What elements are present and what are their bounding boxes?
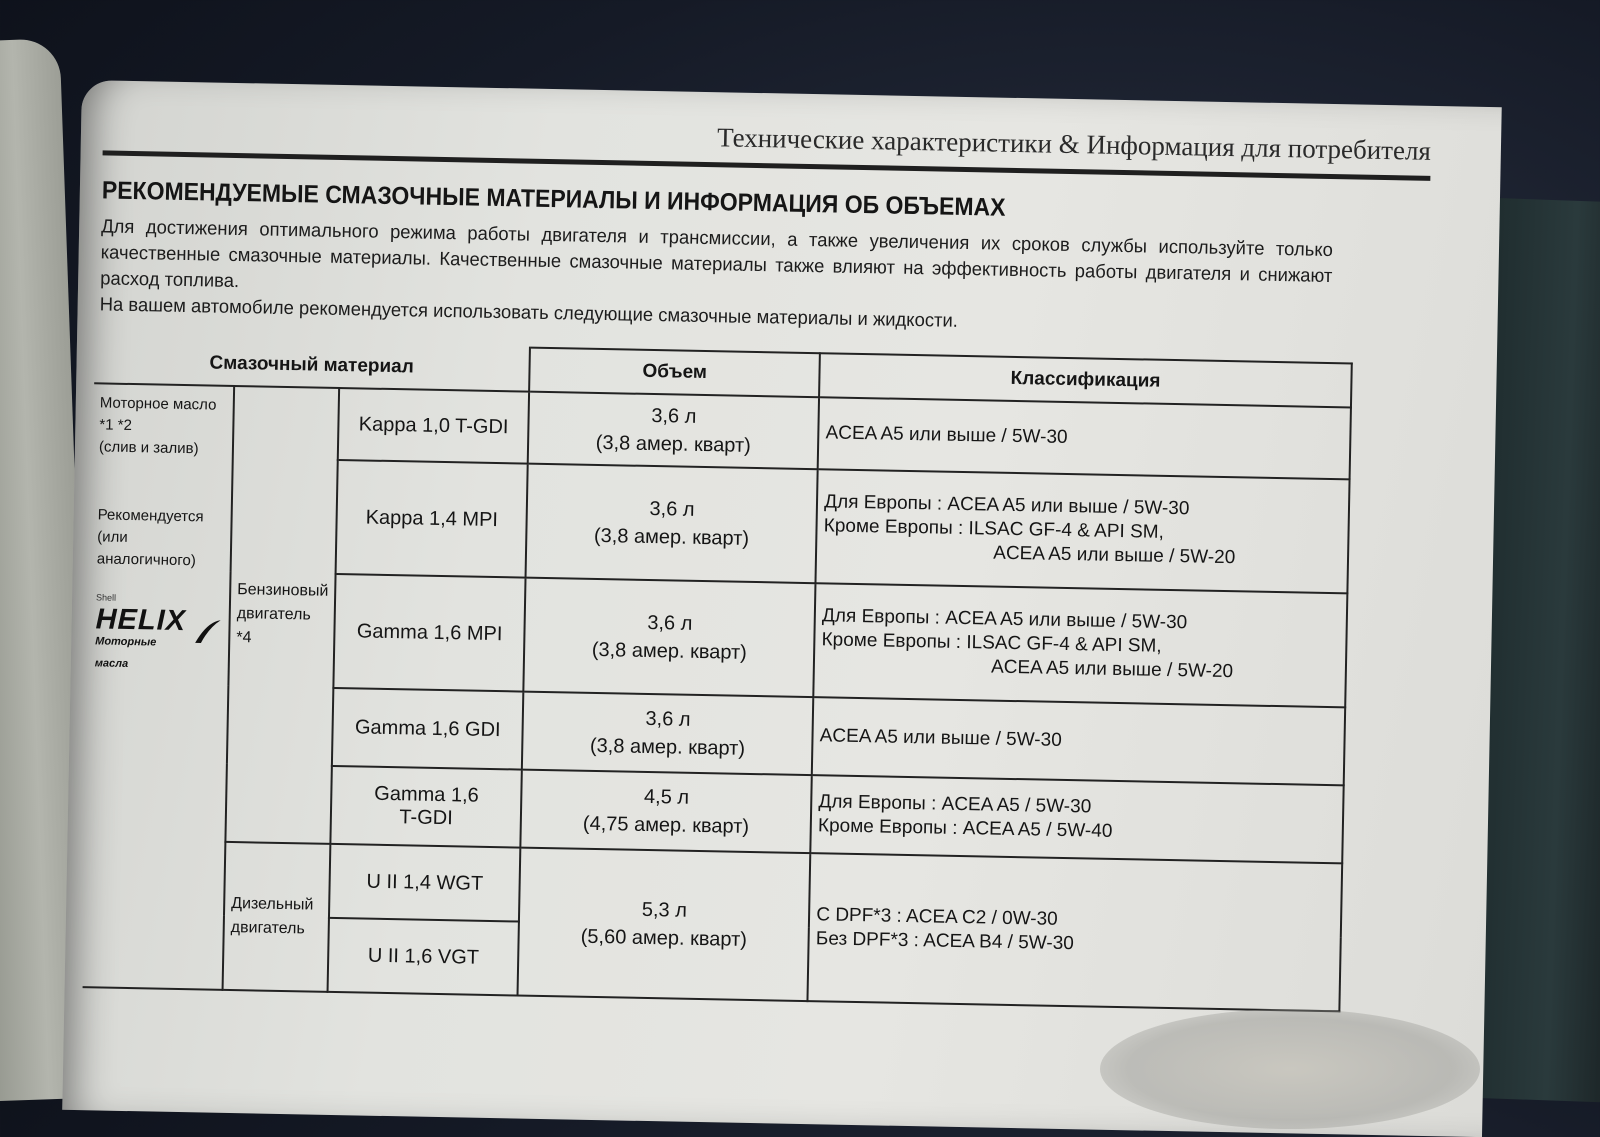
intro-line2: На вашем автомобиле рекомендуется использовать следующие смазочные материалы и жидкости. bbox=[99, 294, 959, 332]
intro-paragraph: Для достижения оптимального режима работы двигателя и трансмиссии, а также увеличения их сроков службы используйте только качественные смазочные материалы. Качественные смазочные материалы также влияют на эффективность работы двигателя и снижают расход топлива. bbox=[99, 216, 1334, 293]
classification-line: ACEA A5 или выше / 5W-20 bbox=[993, 542, 1236, 569]
classification-line: Кроме Европы : ACEA A5 / 5W-40 bbox=[817, 815, 1113, 842]
volume-l: 5,3 л bbox=[641, 898, 688, 922]
classification-line: ACEA A5 или выше / 5W-20 bbox=[990, 656, 1234, 683]
logo-word: HELIX bbox=[95, 603, 187, 638]
classification-cell bbox=[818, 397, 1351, 479]
diesel-engine-cell bbox=[223, 842, 331, 992]
engine-cell bbox=[331, 766, 522, 848]
shell-helix-logo bbox=[95, 586, 224, 676]
petrol-engine-cell bbox=[225, 386, 339, 844]
classification-line: Кроме Европы : ILSAC GF-4 & API SM, bbox=[823, 515, 1165, 543]
classification-line: Для Европы : ACEA A5 / 5W-30 bbox=[818, 791, 1092, 818]
classification-cell bbox=[812, 697, 1345, 785]
analog-label: (или аналогичного) bbox=[96, 528, 196, 570]
classification-line: С DPF*3 : ACEA C2 / 0W-30 bbox=[816, 904, 1058, 930]
classification-line: Для Европы : ACEA A5 или выше / 5W-30 bbox=[821, 605, 1188, 634]
classification-line: ACEA A5 или выше / 5W-30 bbox=[825, 422, 1068, 448]
volume-l: 4,5 л bbox=[643, 785, 690, 809]
classification-line: Кроме Европы : ILSAC GF-4 & API SM, bbox=[821, 629, 1162, 657]
volume-us: (3,8 амер. кварт) bbox=[595, 431, 752, 457]
petrol-line2: двигатель *4 bbox=[236, 605, 311, 647]
header-volume: Объем bbox=[529, 348, 820, 398]
volume-us: (4,75 амер. кварт) bbox=[582, 812, 750, 838]
page-header-title: Технические характеристики & Информация для потребителя bbox=[716, 122, 1432, 166]
recommended-label: Рекомендуется bbox=[97, 506, 204, 526]
volume-us: (5,60 амер. кварт) bbox=[580, 925, 748, 951]
engine-cell: Kappa 1,0 T-GDI bbox=[338, 388, 529, 464]
engine-line1: Gamma 1,6 bbox=[374, 782, 479, 807]
diesel-line1: Дизельный bbox=[231, 895, 314, 914]
engine-line2: T-GDI bbox=[399, 806, 453, 830]
classification-cell bbox=[816, 469, 1350, 593]
engine-cell: U II 1,4 WGT bbox=[329, 844, 520, 922]
logo-sub: Моторные масла bbox=[94, 635, 157, 670]
engine-cell: Gamma 1,6 GDI bbox=[332, 688, 523, 770]
volume-us: (3,8 амер. кварт) bbox=[591, 638, 748, 664]
manual-page bbox=[62, 80, 1502, 1137]
classification-line: Без DPF*3 : ACEA B4 / 5W-30 bbox=[815, 928, 1075, 955]
classification-line: ACEA A5 или выше / 5W-30 bbox=[819, 725, 1062, 751]
classification-cell bbox=[813, 583, 1347, 707]
petrol-line1: Бензиновый bbox=[237, 581, 329, 600]
volume-us: (3,8 амер. кварт) bbox=[593, 524, 750, 550]
volume-cell bbox=[522, 692, 813, 776]
volume-cell bbox=[521, 770, 812, 854]
classification-cell bbox=[810, 775, 1343, 863]
intro-text bbox=[99, 214, 1333, 342]
section-title: РЕКОМЕНДУЕМЫЕ СМАЗОЧНЫЕ МАТЕРИАЛЫ И ИНФОРМАЦИЯ ОБ ОБЪЕМАХ bbox=[101, 176, 1006, 222]
logo-brand: Shell bbox=[95, 592, 117, 603]
lubricants-table bbox=[83, 338, 1353, 1012]
volume-us: (3,8 амер. кварт) bbox=[589, 734, 746, 760]
volume-l: 3,6 л bbox=[645, 707, 691, 731]
header-material: Смазочный материал bbox=[94, 339, 530, 391]
swoosh-icon bbox=[193, 617, 223, 648]
light-glare bbox=[1100, 1009, 1480, 1129]
volume-cell bbox=[526, 464, 818, 584]
diesel-line2: двигатель bbox=[230, 919, 305, 938]
engine-cell: Kappa 1,4 MPI bbox=[336, 460, 528, 578]
engine-cell: U II 1,6 VGT bbox=[328, 918, 519, 996]
oil-label: Моторное масло *1 *2 bbox=[99, 394, 217, 435]
header-classification: Классификация bbox=[819, 353, 1352, 407]
oil-info-cell bbox=[83, 383, 235, 990]
oil-sub-label: (слив и залив) bbox=[98, 438, 199, 458]
engine-cell: Gamma 1,6 MPI bbox=[334, 574, 526, 692]
classification-cell bbox=[808, 853, 1343, 1011]
volume-l: 3,6 л bbox=[647, 611, 693, 635]
volume-l: 3,6 л bbox=[651, 404, 697, 428]
volume-cell bbox=[528, 392, 819, 470]
volume-cell bbox=[518, 848, 811, 1002]
volume-cell bbox=[524, 578, 816, 698]
classification-line: Для Европы : ACEA A5 или выше / 5W-30 bbox=[824, 491, 1190, 520]
volume-l: 3,6 л bbox=[649, 497, 695, 521]
